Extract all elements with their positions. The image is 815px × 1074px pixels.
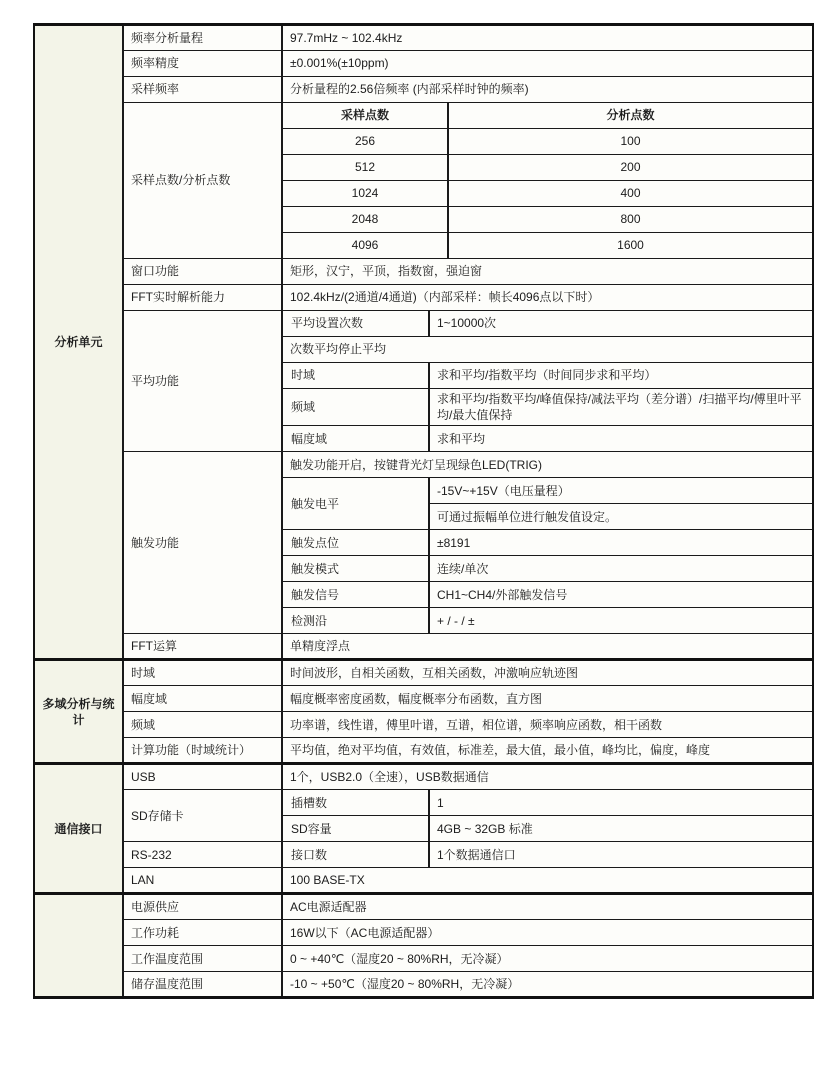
spec-table bbox=[33, 23, 814, 999]
table-row bbox=[34, 311, 813, 337]
points-analysis-value: 400 bbox=[448, 181, 813, 207]
row-value-md-calc: 平均值，绝对平均值，有效值，标准差，最大值，最小值，峰均比，偏度，峰度 bbox=[282, 738, 813, 764]
row-value-sampling-freq: 分析量程的2.56倍频率 (内部采样时钟的频率) bbox=[282, 77, 813, 103]
row-value-fft-calc: 单精度浮点 bbox=[282, 634, 813, 660]
sub-label-average-freq: 频域 bbox=[282, 389, 429, 426]
row-value-average-stop: 次数平均停止平均 bbox=[282, 337, 813, 363]
row-label-points: 采样点数/分析点数 bbox=[123, 103, 282, 259]
sub-label-trigger-level: 触发电平 bbox=[282, 478, 429, 530]
points-header-sampling: 采样点数 bbox=[282, 103, 448, 129]
sub-label-trigger-point: 触发点位 bbox=[282, 530, 429, 556]
sub-label-trigger-signal: 触发信号 bbox=[282, 582, 429, 608]
table-row bbox=[34, 946, 813, 972]
table-row bbox=[34, 712, 813, 738]
sub-label-sd-capacity: SD容量 bbox=[282, 816, 429, 842]
sub-value-trigger-point: ±8191 bbox=[429, 530, 813, 556]
sub-value-average-freq: 求和平均/指数平均/峰值保持/减法平均（差分谱）/扫描平均/傅里叶平均/最大值保持 bbox=[429, 389, 813, 426]
sub-label-average-amp: 幅度域 bbox=[282, 426, 429, 452]
row-label-sampling-freq: 采样频率 bbox=[123, 77, 282, 103]
table-row bbox=[34, 634, 813, 660]
table-row bbox=[34, 452, 813, 478]
sub-label-trigger-edge: 检测沿 bbox=[282, 608, 429, 634]
points-analysis-value: 200 bbox=[448, 155, 813, 181]
points-header-analysis: 分析点数 bbox=[448, 103, 813, 129]
row-label-md-calc: 计算功能（时域统计） bbox=[123, 738, 282, 764]
table-row bbox=[34, 686, 813, 712]
table-row bbox=[34, 51, 813, 77]
sub-value-trigger-signal: CH1~CH4/外部触发信号 bbox=[429, 582, 813, 608]
row-label-average: 平均功能 bbox=[123, 311, 282, 452]
table-row bbox=[34, 103, 813, 129]
category-multi-domain: 多域分析与统计 bbox=[34, 660, 123, 764]
points-sampling-value: 2048 bbox=[282, 207, 448, 233]
sub-value-average-time: 求和平均/指数平均（时间同步求和平均） bbox=[429, 363, 813, 389]
row-value-window: 矩形，汉宁，平顶，指数窗，强迫窗 bbox=[282, 259, 813, 285]
row-label-freq-accuracy: 频率精度 bbox=[123, 51, 282, 77]
table-row bbox=[34, 972, 813, 998]
sub-label-trigger-mode: 触发模式 bbox=[282, 556, 429, 582]
row-label-md-amp: 幅度域 bbox=[123, 686, 282, 712]
category-comm: 通信接口 bbox=[34, 764, 123, 894]
table-row bbox=[34, 894, 813, 920]
row-value-trigger-note: 触发功能开启，按键背光灯呈现绿色LED(TRIG) bbox=[282, 452, 813, 478]
table-row bbox=[34, 868, 813, 894]
table-row bbox=[34, 285, 813, 311]
row-label-consumption: 工作功耗 bbox=[123, 920, 282, 946]
row-label-md-freq: 频域 bbox=[123, 712, 282, 738]
row-label-storage-temp: 储存温度范围 bbox=[123, 972, 282, 998]
row-label-fft-calc: FFT运算 bbox=[123, 634, 282, 660]
table-row bbox=[34, 738, 813, 764]
table-row bbox=[34, 842, 813, 868]
sub-value-sd-slot: 1 bbox=[429, 790, 813, 816]
row-value-fft-realtime: 102.4kHz/(2通道/4通道)（内部采样：帧长4096点以下时） bbox=[282, 285, 813, 311]
row-value-usb: 1个，USB2.0（全速），USB数据通信 bbox=[282, 764, 813, 790]
row-value-md-time: 时间波形，自相关函数，互相关函数，冲激响应轨迹图 bbox=[282, 660, 813, 686]
points-sampling-value: 1024 bbox=[282, 181, 448, 207]
points-sampling-value: 512 bbox=[282, 155, 448, 181]
row-label-usb: USB bbox=[123, 764, 282, 790]
sub-value-average-amp: 求和平均 bbox=[429, 426, 813, 452]
row-label-rs232: RS-232 bbox=[123, 842, 282, 868]
table-row bbox=[34, 920, 813, 946]
table-row bbox=[34, 764, 813, 790]
table-row bbox=[34, 660, 813, 686]
sub-value-average-count: 1~10000次 bbox=[429, 311, 813, 337]
table-row bbox=[34, 259, 813, 285]
row-value-op-temp: 0 ~ +40℃（湿度20 ~ 80%RH，无冷凝） bbox=[282, 946, 813, 972]
row-label-op-temp: 工作温度范围 bbox=[123, 946, 282, 972]
row-value-md-freq: 功率谱，线性谱，傅里叶谱，互谱，相位谱，频率响应函数，相干函数 bbox=[282, 712, 813, 738]
row-label-freq-range: 频率分析量程 bbox=[123, 25, 282, 51]
sub-label-average-time: 时域 bbox=[282, 363, 429, 389]
row-value-md-amp: 幅度概率密度函数，幅度概率分布函数，直方图 bbox=[282, 686, 813, 712]
category-power-blank bbox=[34, 894, 123, 998]
sub-label-average-count: 平均设置次数 bbox=[282, 311, 429, 337]
sub-value-rs232-port: 1个数据通信口 bbox=[429, 842, 813, 868]
table-row bbox=[34, 790, 813, 816]
sub-value-trigger-level-2: 可通过振幅单位进行触发值设定。 bbox=[429, 504, 813, 530]
points-analysis-value: 800 bbox=[448, 207, 813, 233]
row-value-consumption: 16W以下（AC电源适配器） bbox=[282, 920, 813, 946]
row-label-sd: SD存储卡 bbox=[123, 790, 282, 842]
row-label-window: 窗口功能 bbox=[123, 259, 282, 285]
row-value-power-supply: AC电源适配器 bbox=[282, 894, 813, 920]
sub-value-trigger-level-1: -15V~+15V（电压量程） bbox=[429, 478, 813, 504]
row-label-lan: LAN bbox=[123, 868, 282, 894]
row-value-lan: 100 BASE-TX bbox=[282, 868, 813, 894]
table-row bbox=[34, 77, 813, 103]
row-value-storage-temp: -10 ~ +50℃（湿度20 ~ 80%RH，无冷凝） bbox=[282, 972, 813, 998]
row-label-power-supply: 电源供应 bbox=[123, 894, 282, 920]
sub-value-trigger-edge: + / - / ± bbox=[429, 608, 813, 634]
category-analysis-unit: 分析单元 bbox=[34, 25, 123, 660]
sub-label-rs232-port: 接口数 bbox=[282, 842, 429, 868]
row-label-md-time: 时域 bbox=[123, 660, 282, 686]
row-label-fft-realtime: FFT实时解析能力 bbox=[123, 285, 282, 311]
points-analysis-value: 100 bbox=[448, 129, 813, 155]
sub-label-sd-slot: 插槽数 bbox=[282, 790, 429, 816]
sub-value-sd-capacity: 4GB ~ 32GB 标准 bbox=[429, 816, 813, 842]
table-row bbox=[34, 25, 813, 51]
points-sampling-value: 4096 bbox=[282, 233, 448, 259]
row-value-freq-range: 97.7mHz ~ 102.4kHz bbox=[282, 25, 813, 51]
row-label-trigger: 触发功能 bbox=[123, 452, 282, 634]
sub-value-trigger-mode: 连续/单次 bbox=[429, 556, 813, 582]
points-sampling-value: 256 bbox=[282, 129, 448, 155]
row-value-freq-accuracy: ±0.001%(±10ppm) bbox=[282, 51, 813, 77]
points-analysis-value: 1600 bbox=[448, 233, 813, 259]
